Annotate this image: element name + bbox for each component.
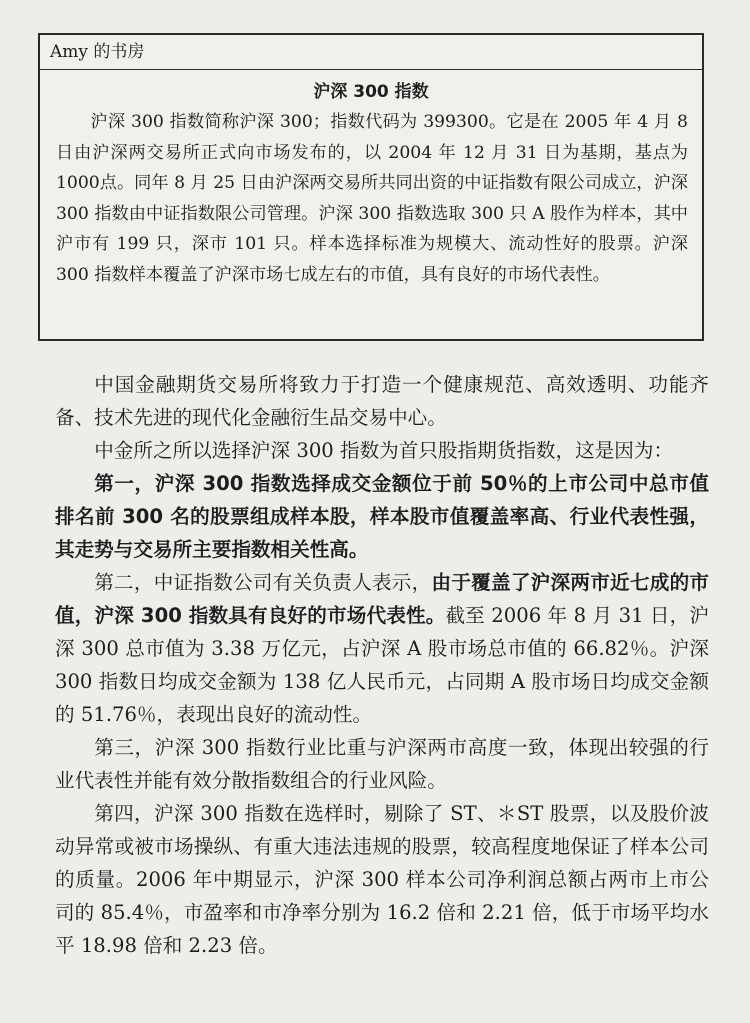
paragraph-4-lead: 第二，中证指数公司有关负责人表示， xyxy=(94,571,432,594)
paragraph-4-rest: 截至 2006 年 8 月 31 日，沪深 300 总市值为 3.38 万亿元，占沪深 A 股市场总市值的 66.82％。沪深 300 指数日均成交金额为 138 亿人民币元，占同期 A 股市场日均成交金额的 51.76％，表现出良好的流动性。 xyxy=(55,604,709,726)
paragraph-4-bold: 由于覆盖了沪深两市近七成的市值，沪深 300 指数具有良好的市场代表性。 xyxy=(55,571,710,627)
sidebar-box xyxy=(38,33,704,341)
paragraph-5: 第三，沪深 300 指数行业比重与沪深两市高度一致，体现出较强的行业代表性并能有效分散指数组合的行业风险。 xyxy=(55,736,709,792)
paragraph-4 xyxy=(55,566,709,731)
paragraph-2: 中金所之所以选择沪深 300 指数为首只股指期货指数，这是因为： xyxy=(94,439,674,462)
paragraph-6: 第四，沪深 300 指数在选样时，剔除了 ST、＊ST 股票，以及股价波动异常或被市场操纵、有重大违法违规的股票，较高程度地保证了样本公司的质量。2006 年中期显示，沪深 300 样本公司净利润总额占两市上市公司的 85.4％，市盈率和市净率分别为 16.2 倍和 2.21 倍，低于市场平均水平 18.98 倍和 2.23 倍。 xyxy=(55,802,709,957)
sidebar-box-body: 沪深 300 指数简称沪深 300；指数代码为 399300。它是在 2005 年 4 月 8 日由沪深两交易所正式向市场发布的，以 2004 年 12 月 31 日为基期，基点为1000点。同年 8 月 25 日由沪深两交易所共同出资的中证指数有限公司成立，沪深 300 指数由中证指数限公司管理。沪深 300 指数选取 300 只 A 股作为样本，其中沪市有 199 只，深市 101 只。样本选择标准为规模大、流动性好的股票。沪深 300 指数样本覆盖了沪深市场七成左右的市值，具有良好的市场代表性。 xyxy=(56,112,688,285)
main-text xyxy=(55,368,709,962)
paragraph-1: 中国金融期货交易所将致力于打造一个健康规范、高效透明、功能齐备、技术先进的现代化金融衍生品交易中心。 xyxy=(55,373,709,429)
paragraph-3: 第一，沪深 300 指数选择成交金额位于前 50％的上市公司中总市值排名前 300 名的股票组成样本股，样本股市值覆盖率高、行业代表性强，其走势与交易所主要指数相关性高。 xyxy=(55,472,709,561)
sidebar-box-title: 沪深 300 指数 xyxy=(313,82,429,102)
sidebar-box-header: Amy 的书房 xyxy=(40,35,702,70)
